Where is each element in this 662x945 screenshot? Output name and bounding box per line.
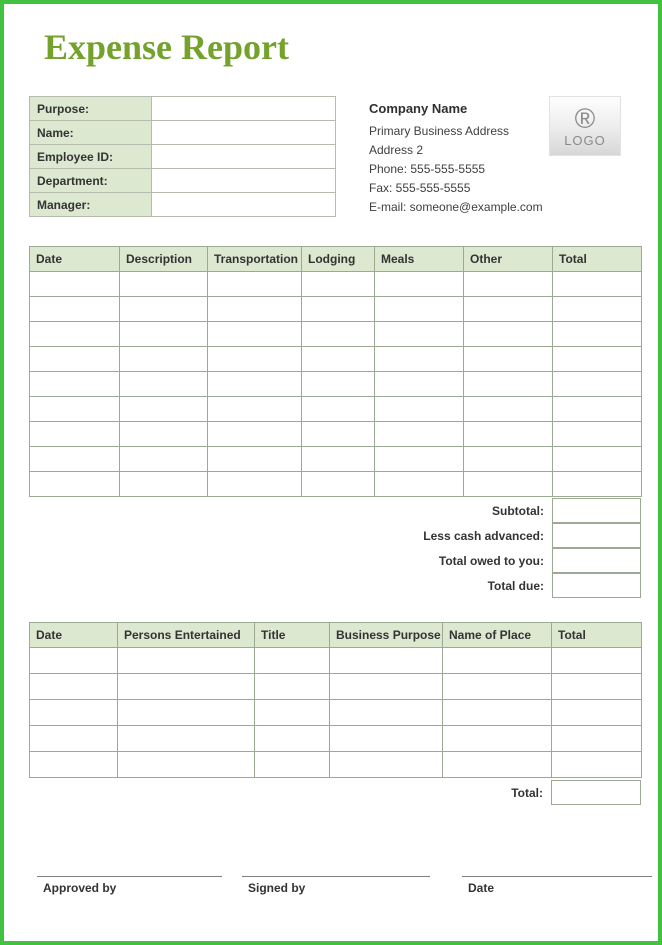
table-row bbox=[30, 674, 642, 700]
empty-cell bbox=[375, 447, 464, 472]
column-header-persons-entertained: Persons Entertained bbox=[118, 623, 255, 648]
empty-cell bbox=[255, 648, 330, 674]
empty-cell bbox=[208, 372, 302, 397]
summary-row-total-owed bbox=[29, 548, 641, 573]
empty-cell bbox=[464, 472, 553, 497]
empty-cell bbox=[30, 726, 118, 752]
empty-cell bbox=[255, 726, 330, 752]
signed-by-signature-line bbox=[242, 876, 430, 895]
column-header-total: Total bbox=[552, 623, 642, 648]
empty-cell bbox=[120, 472, 208, 497]
empty-cell bbox=[330, 700, 443, 726]
summary-row-subtotal bbox=[29, 498, 641, 523]
empty-cell bbox=[30, 397, 120, 422]
empty-cell bbox=[208, 422, 302, 447]
column-header-name-of-place: Name of Place bbox=[443, 623, 552, 648]
empty-cell bbox=[302, 297, 375, 322]
empty-cell bbox=[302, 347, 375, 372]
empty-cell bbox=[30, 674, 118, 700]
empty-cell bbox=[30, 322, 120, 347]
date-signature-line bbox=[462, 876, 652, 895]
signed-by-label: Signed by bbox=[248, 881, 306, 895]
column-header-total: Total bbox=[553, 247, 642, 272]
empty-cell bbox=[375, 397, 464, 422]
empty-cell bbox=[30, 272, 120, 297]
company-info-block bbox=[369, 99, 543, 217]
entertainment-total-label: Total: bbox=[511, 785, 543, 800]
column-header-lodging: Lodging bbox=[302, 247, 375, 272]
empty-cell bbox=[120, 322, 208, 347]
subtotal-label: Subtotal: bbox=[492, 503, 544, 518]
table-row bbox=[30, 145, 336, 169]
empty-cell bbox=[443, 726, 552, 752]
empty-cell bbox=[208, 472, 302, 497]
empty-cell bbox=[375, 272, 464, 297]
column-header-date: Date bbox=[30, 247, 120, 272]
table-row bbox=[30, 347, 642, 372]
empty-cell bbox=[118, 648, 255, 674]
empty-cell bbox=[30, 648, 118, 674]
empty-cell bbox=[208, 347, 302, 372]
empty-cell bbox=[120, 372, 208, 397]
empty-cell bbox=[30, 447, 120, 472]
empty-cell bbox=[120, 347, 208, 372]
purpose-label: Purpose: bbox=[30, 97, 152, 121]
empty-cell bbox=[302, 447, 375, 472]
empty-cell bbox=[255, 700, 330, 726]
expense-table-header-row bbox=[30, 247, 642, 272]
empty-cell bbox=[464, 322, 553, 347]
summary-row-less-cash bbox=[29, 523, 641, 548]
empty-cell bbox=[464, 422, 553, 447]
department-value bbox=[152, 169, 336, 193]
empty-cell bbox=[302, 472, 375, 497]
company-email: E-mail: someone@example.com bbox=[369, 200, 543, 214]
column-header-description: Description bbox=[120, 247, 208, 272]
employee-id-label: Employee ID: bbox=[30, 145, 152, 169]
table-row bbox=[30, 447, 642, 472]
logo-placeholder bbox=[549, 96, 621, 156]
empty-cell bbox=[302, 422, 375, 447]
empty-cell bbox=[302, 322, 375, 347]
table-row bbox=[30, 193, 336, 217]
table-row bbox=[30, 272, 642, 297]
empty-cell bbox=[302, 397, 375, 422]
total-due-label: Total due: bbox=[487, 578, 544, 593]
company-name: Company Name bbox=[369, 101, 468, 116]
empty-cell bbox=[208, 397, 302, 422]
empty-cell bbox=[330, 726, 443, 752]
total-owed-value-cell bbox=[552, 548, 641, 573]
table-row bbox=[30, 700, 642, 726]
employee-info-table bbox=[29, 96, 336, 217]
empty-cell bbox=[208, 297, 302, 322]
empty-cell bbox=[443, 674, 552, 700]
empty-cell bbox=[553, 422, 642, 447]
empty-cell bbox=[375, 372, 464, 397]
empty-cell bbox=[30, 472, 120, 497]
table-row bbox=[30, 726, 642, 752]
empty-cell bbox=[120, 397, 208, 422]
total-owed-label: Total owed to you: bbox=[438, 553, 544, 568]
empty-cell bbox=[118, 752, 255, 778]
entertainment-total-row bbox=[29, 780, 641, 805]
empty-cell bbox=[330, 648, 443, 674]
empty-cell bbox=[118, 700, 255, 726]
empty-cell bbox=[464, 372, 553, 397]
company-address1: Primary Business Address bbox=[369, 124, 510, 138]
table-row bbox=[30, 472, 642, 497]
empty-cell bbox=[30, 372, 120, 397]
empty-cell bbox=[443, 648, 552, 674]
total-due-value-cell bbox=[552, 573, 641, 598]
empty-cell bbox=[553, 472, 642, 497]
company-phone: Phone: 555-555-5555 bbox=[369, 162, 486, 176]
empty-cell bbox=[464, 297, 553, 322]
table-row bbox=[30, 297, 642, 322]
empty-cell bbox=[552, 726, 642, 752]
empty-cell bbox=[464, 347, 553, 372]
empty-cell bbox=[553, 322, 642, 347]
empty-cell bbox=[443, 752, 552, 778]
empty-cell bbox=[464, 397, 553, 422]
empty-cell bbox=[464, 447, 553, 472]
empty-cell bbox=[30, 752, 118, 778]
approved-by-signature-line bbox=[37, 876, 222, 895]
empty-cell bbox=[330, 752, 443, 778]
empty-cell bbox=[330, 674, 443, 700]
table-row bbox=[30, 422, 642, 447]
empty-cell bbox=[118, 726, 255, 752]
empty-cell bbox=[118, 674, 255, 700]
registered-trademark-icon: ® bbox=[574, 102, 596, 134]
employee-id-value bbox=[152, 145, 336, 169]
empty-cell bbox=[302, 372, 375, 397]
company-fax: Fax: 555-555-5555 bbox=[369, 181, 471, 195]
empty-cell bbox=[120, 422, 208, 447]
empty-cell bbox=[553, 272, 642, 297]
empty-cell bbox=[553, 372, 642, 397]
empty-cell bbox=[120, 447, 208, 472]
empty-cell bbox=[552, 752, 642, 778]
empty-cell bbox=[255, 752, 330, 778]
summary-row-total-due bbox=[29, 573, 641, 598]
approved-by-label: Approved by bbox=[43, 881, 117, 895]
table-row bbox=[30, 169, 336, 193]
table-row bbox=[30, 752, 642, 778]
purpose-value bbox=[152, 97, 336, 121]
empty-cell bbox=[375, 297, 464, 322]
entertainment-total-value-cell bbox=[551, 780, 641, 805]
empty-cell bbox=[120, 297, 208, 322]
column-header-business-purpose: Business Purpose bbox=[330, 623, 443, 648]
table-row bbox=[30, 397, 642, 422]
column-header-title: Title bbox=[255, 623, 330, 648]
empty-cell bbox=[30, 347, 120, 372]
empty-cell bbox=[208, 322, 302, 347]
table-row bbox=[30, 372, 642, 397]
empty-cell bbox=[208, 272, 302, 297]
empty-cell bbox=[375, 322, 464, 347]
empty-cell bbox=[443, 700, 552, 726]
manager-label: Manager: bbox=[30, 193, 152, 217]
empty-cell bbox=[552, 648, 642, 674]
table-row bbox=[30, 322, 642, 347]
less-cash-advanced-value-cell bbox=[552, 523, 641, 548]
empty-cell bbox=[255, 674, 330, 700]
empty-cell bbox=[553, 297, 642, 322]
expense-table bbox=[29, 246, 642, 497]
empty-cell bbox=[30, 297, 120, 322]
column-header-transportation: Transportation bbox=[208, 247, 302, 272]
page-title: Expense Report bbox=[44, 27, 289, 67]
less-cash-advanced-label: Less cash advanced: bbox=[423, 528, 544, 543]
empty-cell bbox=[552, 674, 642, 700]
empty-cell bbox=[375, 347, 464, 372]
manager-value bbox=[152, 193, 336, 217]
table-row bbox=[30, 97, 336, 121]
subtotal-value-cell bbox=[552, 498, 641, 523]
empty-cell bbox=[553, 447, 642, 472]
company-address2: Address 2 bbox=[369, 143, 424, 157]
column-header-other: Other bbox=[464, 247, 553, 272]
entertainment-table-header-row bbox=[30, 623, 642, 648]
signature-block bbox=[37, 876, 652, 895]
empty-cell bbox=[30, 700, 118, 726]
column-header-date: Date bbox=[30, 623, 118, 648]
logo-text: LOGO bbox=[564, 132, 606, 148]
department-label: Department: bbox=[30, 169, 152, 193]
name-value bbox=[152, 121, 336, 145]
empty-cell bbox=[375, 422, 464, 447]
empty-cell bbox=[464, 272, 553, 297]
empty-cell bbox=[30, 422, 120, 447]
entertainment-table bbox=[29, 622, 642, 778]
empty-cell bbox=[120, 272, 208, 297]
empty-cell bbox=[208, 447, 302, 472]
empty-cell bbox=[553, 347, 642, 372]
column-header-meals: Meals bbox=[375, 247, 464, 272]
empty-cell bbox=[302, 272, 375, 297]
date-label: Date bbox=[468, 881, 495, 895]
name-label: Name: bbox=[30, 121, 152, 145]
empty-cell bbox=[552, 700, 642, 726]
summary-block bbox=[29, 498, 641, 598]
table-row bbox=[30, 648, 642, 674]
empty-cell bbox=[375, 472, 464, 497]
empty-cell bbox=[553, 397, 642, 422]
table-row bbox=[30, 121, 336, 145]
